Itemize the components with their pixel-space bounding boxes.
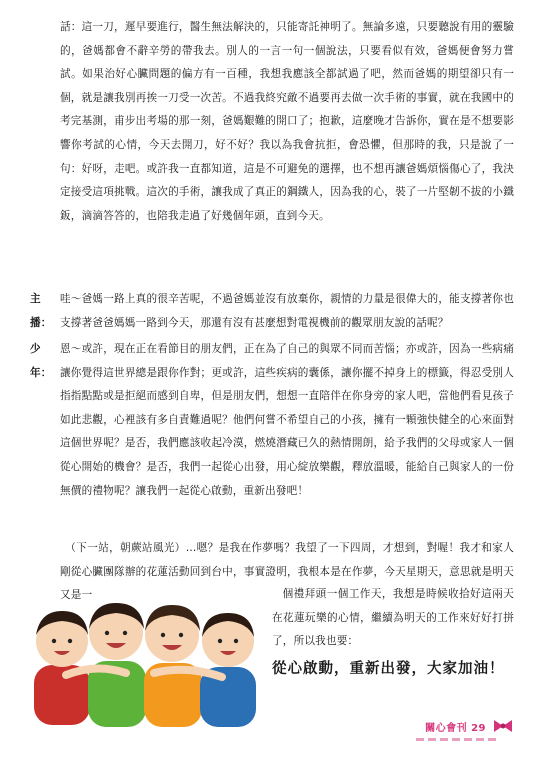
story-paragraph: 話：這一刀，遲早要進行，醫生無法解決的，只能寄託神明了。無論多遠，只要聽說有用的靈驗的，爸媽都會不辭辛勞的帶我去。別人的一言一句一個說法，只要看似有效，爸媽便會努力嘗試。如果治好心臟問題的偏方有一百種，我想我應該全都試過了吧，然而爸媽的期望卻只有一個，就是讓我別再挨一刀受一次苦。不過我終究敵不過要再去做一次手術的事實，就在我國中的考完基測，甫步出考場的那一刻，爸媽艱難的開口了；抱歉，這麼晚才告訴你，實在是不想要影響你考試的心情，今天去開刀，好不好？我以為我會抗拒，會恐懼，但那時的我，只是說了一句：好呀，走吧。或許我一直都知道，這是不可避免的選擇，也不想再讓爸媽煩惱傷心了，我決定接受這項挑戰。這次的手術，讓我成了真正的鋼鐵人，因為我的心，裝了一片堅韌不拔的小鐵鈑，滴滴答答的，也陪我走過了好幾個年頭，直到今天。 — [60, 21, 514, 222]
youth-label: 少年： — [30, 343, 52, 379]
host-label: 主播： — [30, 293, 52, 329]
host-dialogue — [30, 288, 514, 335]
youth-text: 恩～或許，現在正在看節目的朋友們，正在為了自己的與眾不同而苦惱；亦或許，因為一些病痛讓你覺得這世界總是跟你作對；更或許，這些疾病的囊係，讓你擺不掉身上的標籤，得忍受別人指指點點或是拒絕而感到自卑，但是朋友們，想想一直陪伴在你身旁的家人吧，當他們看見孩子如此悲觀，心裡該有多自責難過呢？他們何嘗不希望自己的小孩，擁有一顆強快健全的心來面對這個世界呢？是否，我們應該收起冷漠，燃燒潛藏已久的熱情開朗，給予我們的父母或家人一個從心開始的機會？是否，我們一起從心出發，用心綻放樂觀，釋放溫暖，能給自己與家人的一份無價的禮物呢？讓我們一起從心啟動，重新出發吧！ — [60, 343, 514, 497]
host-text: 哇～爸媽一路上真的很辛苦呢，不過爸媽並沒有放棄你，親情的力量是很偉大的，能支撐著你也支撐著爸爸媽媽一路到今天，那還有沒有甚麼想對電視機前的觀眾朋友說的話呢？ — [60, 293, 514, 329]
publication-label: 關心會刊 29 — [425, 722, 486, 734]
slogan: 從心啟動，重新出發，大家加油！ — [272, 661, 505, 677]
bow-icon — [492, 718, 514, 734]
footer-divider — [416, 738, 496, 741]
closing-paragraph-continued: 個禮拜頭一個工作天，我想是時候收拾好這兩天在花蓮玩樂的心情，繼續為明天的工作來好好打拼了，所以我也要： — [272, 588, 514, 648]
page-footer — [425, 718, 514, 734]
youth-dialogue — [30, 338, 514, 503]
closing-paragraph: （下一站，朝蕨站風光）…嗯？是我在作夢嗎？我望了一下四周，才想到，對喔！我才和家人剛從心臟團隊辦的花蓮活動回到台中，事實證明，我根本是在作夢，今天星期天，意思就是明天又是一 — [60, 542, 514, 602]
four-friends-icon — [26, 583, 264, 733]
